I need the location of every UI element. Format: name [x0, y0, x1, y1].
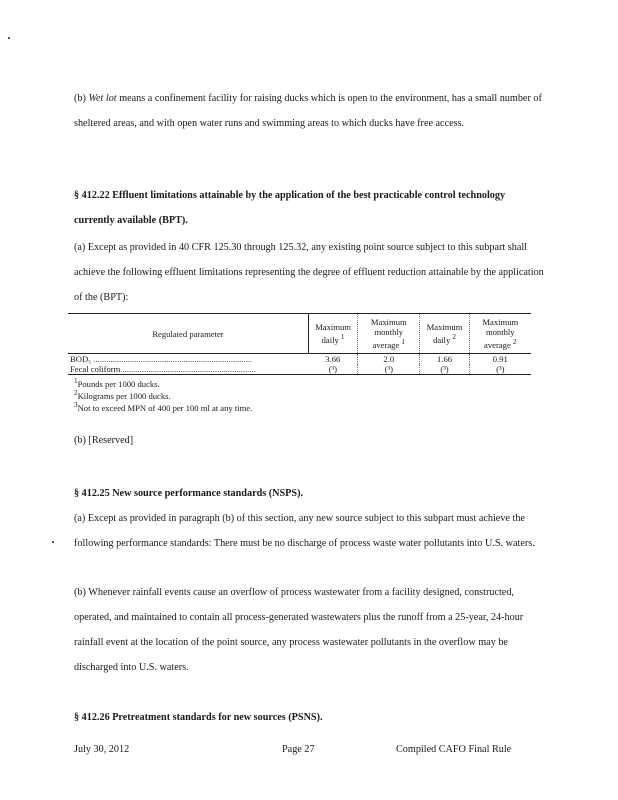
footer-document-title: Compiled CAFO Final Rule	[396, 744, 512, 755]
column-header-max-monthly-kg	[469, 314, 531, 354]
table-row	[68, 354, 531, 365]
cell-value: 2.0	[358, 354, 420, 365]
cell-value: (³)	[420, 364, 469, 375]
column-header-parameter: Regulated parameter	[68, 314, 309, 354]
header-label: Maximum monthly average	[482, 317, 519, 350]
footnote-mark: 1	[74, 377, 78, 385]
row-parameter-label: BOD₅	[70, 354, 92, 364]
header-footnote-mark: 2	[512, 338, 517, 347]
header-label: Maximum daily	[426, 322, 463, 345]
footnote-text: Pounds per 1000 ducks.	[77, 378, 160, 389]
footer-date: July 30, 2012	[74, 744, 130, 755]
footer-page-number: Page 27	[282, 744, 315, 755]
section-heading-412-25: § 412.25 New source performance standards (NSPS).	[74, 488, 304, 499]
table-footnote	[74, 400, 252, 414]
effluent-limitations-table	[68, 313, 531, 375]
header-footnote-mark: 2	[452, 333, 456, 342]
scan-speck	[52, 541, 54, 543]
scan-speck	[8, 37, 10, 39]
cell-value: 3.66	[309, 354, 358, 365]
table-row	[68, 364, 531, 375]
paragraph-prefix: (b)	[74, 93, 89, 104]
footnote-text: Kilograms per 1000 ducks.	[77, 390, 171, 401]
paragraph-412-25-b: (b) Whenever rainfall events cause an overflow of process wastewater from a facility designed, constructed, operated, and maintained to contain all process-generated wastewaters plus the runoff from a 25-year, 24-hour rainfall event at the location of the point source, any process wastewater pollutants in the overflow may be discharged into U.S. waters.	[74, 587, 524, 673]
row-parameter-label: Fecal coliform	[70, 364, 121, 374]
header-footnote-mark: 1	[340, 333, 345, 342]
cell-value: (³)	[309, 364, 358, 375]
section-heading-412-26: § 412.26 Pretreatment standards for new sources (PSNS).	[74, 712, 323, 723]
table-header-row	[68, 314, 531, 354]
footnote-mark: 2	[74, 389, 78, 397]
section-heading-412-22: § 412.22 Effluent limitations attainable by the application of the best practicable control technology currently available (BPT).	[74, 190, 506, 226]
cell-value: (³)	[358, 364, 420, 375]
footnote-mark: 3	[74, 401, 78, 409]
paragraph-body: means a confinement facility for raising ducks which is open to the environment, has a small number of sheltered areas, and with open water runs and swimming areas to which ducks have free access.	[74, 93, 542, 129]
paragraph-412-22-b: (b) [Reserved]	[74, 435, 134, 446]
header-label: Maximum daily	[315, 322, 351, 345]
header-label: Maximum monthly average	[370, 317, 407, 350]
row-parameter: Fecal coliform ..............................................................	[70, 364, 256, 374]
cell-value: 1.66	[420, 354, 469, 365]
paragraph-412-25-a: (a) Except as provided in paragraph (b) of this section, any new source subject to this subpart must achieve the following performance standards: There must be no discharge of process waste water pollutants into U.S. waters.	[74, 513, 535, 549]
cell-value: (³)	[496, 364, 505, 374]
paragraph-412-22-a: (a) Except as provided in 40 CFR 125.30 through 125.32, any existing point source subject to this subpart shall achieve the following effluent limitations representing the degree of effluent reduction attainable by the application of the (BPT):	[74, 242, 544, 303]
cell-value: 0.91	[492, 354, 508, 364]
column-header-max-daily-kg	[420, 314, 469, 354]
defined-term: Wet lot	[88, 93, 117, 104]
column-header-max-monthly-lb	[358, 314, 420, 354]
paragraph-wet-lot	[74, 86, 544, 136]
footnote-text: Not to exceed MPN of 400 per 100 ml at any time.	[77, 402, 253, 413]
row-parameter: BOD₅ ..........................................................................	[70, 354, 253, 364]
column-header-max-daily-lb	[309, 314, 358, 354]
header-footnote-mark: 1	[401, 338, 405, 347]
